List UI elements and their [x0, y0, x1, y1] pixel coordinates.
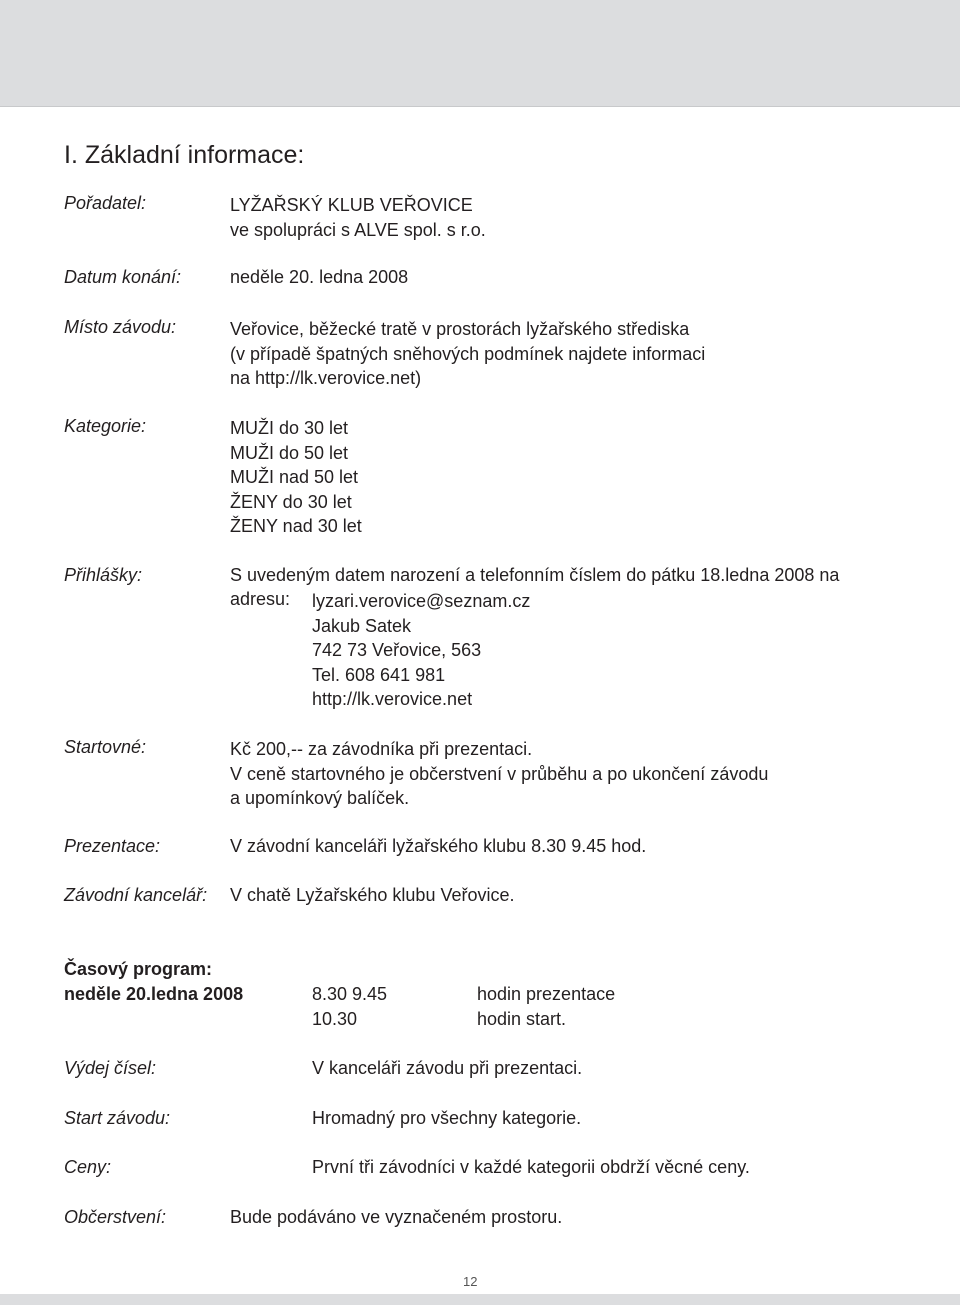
address-name: Jakub Satek — [312, 615, 412, 636]
label-start: Start závodu: — [64, 1108, 171, 1128]
kategorie-item: MUŽI nad 50 let — [230, 467, 359, 487]
value-misto — [230, 317, 705, 391]
program-desc: hodin start. — [477, 1009, 567, 1029]
value-poradatel — [230, 193, 486, 242]
misto-line: Veřovice, běžecké tratě v prostorách lyžařského střediska — [230, 319, 690, 339]
label-poradatel: Pořadatel: — [64, 193, 147, 213]
startovne-line: V ceně startovného je občerstvení v průběhu a po ukončení závodu — [230, 763, 769, 784]
label-ceny: Ceny: — [64, 1157, 112, 1177]
label-misto: Místo závodu: — [64, 317, 177, 337]
label-vydej: Výdej čísel: — [64, 1058, 157, 1078]
address-street: 742 73 Veřovice, 563 — [312, 640, 482, 660]
page-number: 12 — [463, 1274, 478, 1289]
kategorie-item: ŽENY do 30 let — [230, 491, 352, 512]
address-email: lyzari.verovice@seznam.cz — [312, 591, 531, 611]
poradatel-line: ve spolupráci s ALVE spol. s r.o. — [230, 219, 486, 240]
prihlasky-address — [312, 589, 530, 712]
value-kancelar: V chatě Lyžařského klubu Veřovice. — [230, 885, 515, 905]
bottom-gray-band — [0, 1294, 960, 1305]
label-datum: Datum konání: — [64, 267, 182, 287]
value-ceny: První tři závodníci v každé kategorii obdrží věcné ceny. — [312, 1157, 750, 1177]
prihlasky-line1: S uvedeným datem narození a telefonním číslem do pátku 18.ledna 2008 na — [230, 565, 840, 585]
section-title: I. Základní informace: — [64, 141, 305, 169]
program-desc: hodin prezentace — [477, 984, 616, 1004]
program-time: 8.30 9.45 — [312, 984, 388, 1004]
misto-line: na http://lk.verovice.net) — [230, 368, 422, 388]
value-kategorie — [230, 416, 362, 539]
misto-line: (v případě špatných sněhových podmínek najdete informaci — [230, 343, 706, 364]
label-kategorie: Kategorie: — [64, 416, 147, 436]
program-time: 10.30 — [312, 1009, 358, 1029]
value-datum: neděle 20. ledna 2008 — [230, 267, 409, 287]
prihlasky-adresu-label: adresu: — [230, 589, 291, 609]
label-kancelar: Závodní kancelář: — [64, 885, 208, 905]
kategorie-item: ŽENY nad 30 let — [230, 516, 362, 536]
value-vydej: V kanceláři závodu při prezentaci. — [312, 1058, 583, 1078]
program-title: Časový program: — [64, 959, 213, 979]
label-prezentace: Prezentace: — [64, 836, 161, 856]
poradatel-line: LYŽAŘSKÝ KLUB VEŘOVICE — [230, 195, 473, 215]
program-day: neděle 20.ledna 2008 — [64, 984, 244, 1004]
address-web: http://lk.verovice.net — [312, 689, 473, 709]
label-obcerstveni: Občerstvení: — [64, 1207, 167, 1227]
value-prezentace: V závodní kanceláři lyžařského klubu 8.30 9.45 hod. — [230, 836, 647, 856]
address-phone: Tel. 608 641 981 — [312, 664, 446, 685]
kategorie-item: MUŽI do 30 let — [230, 418, 349, 438]
label-startovne: Startovné: — [64, 737, 147, 757]
value-start: Hromadný pro všechny kategorie. — [312, 1108, 582, 1128]
value-obcerstveni: Bude podáváno ve vyznačeném prostoru. — [230, 1207, 563, 1227]
kategorie-item: MUŽI do 50 let — [230, 442, 349, 463]
startovne-line: Kč 200,-- za závodníka při prezentaci. — [230, 739, 533, 759]
label-prihlasky: Přihlášky: — [64, 565, 143, 585]
value-startovne — [230, 737, 768, 811]
top-gray-band — [0, 0, 960, 107]
startovne-line: a upomínkový balíček. — [230, 788, 410, 808]
